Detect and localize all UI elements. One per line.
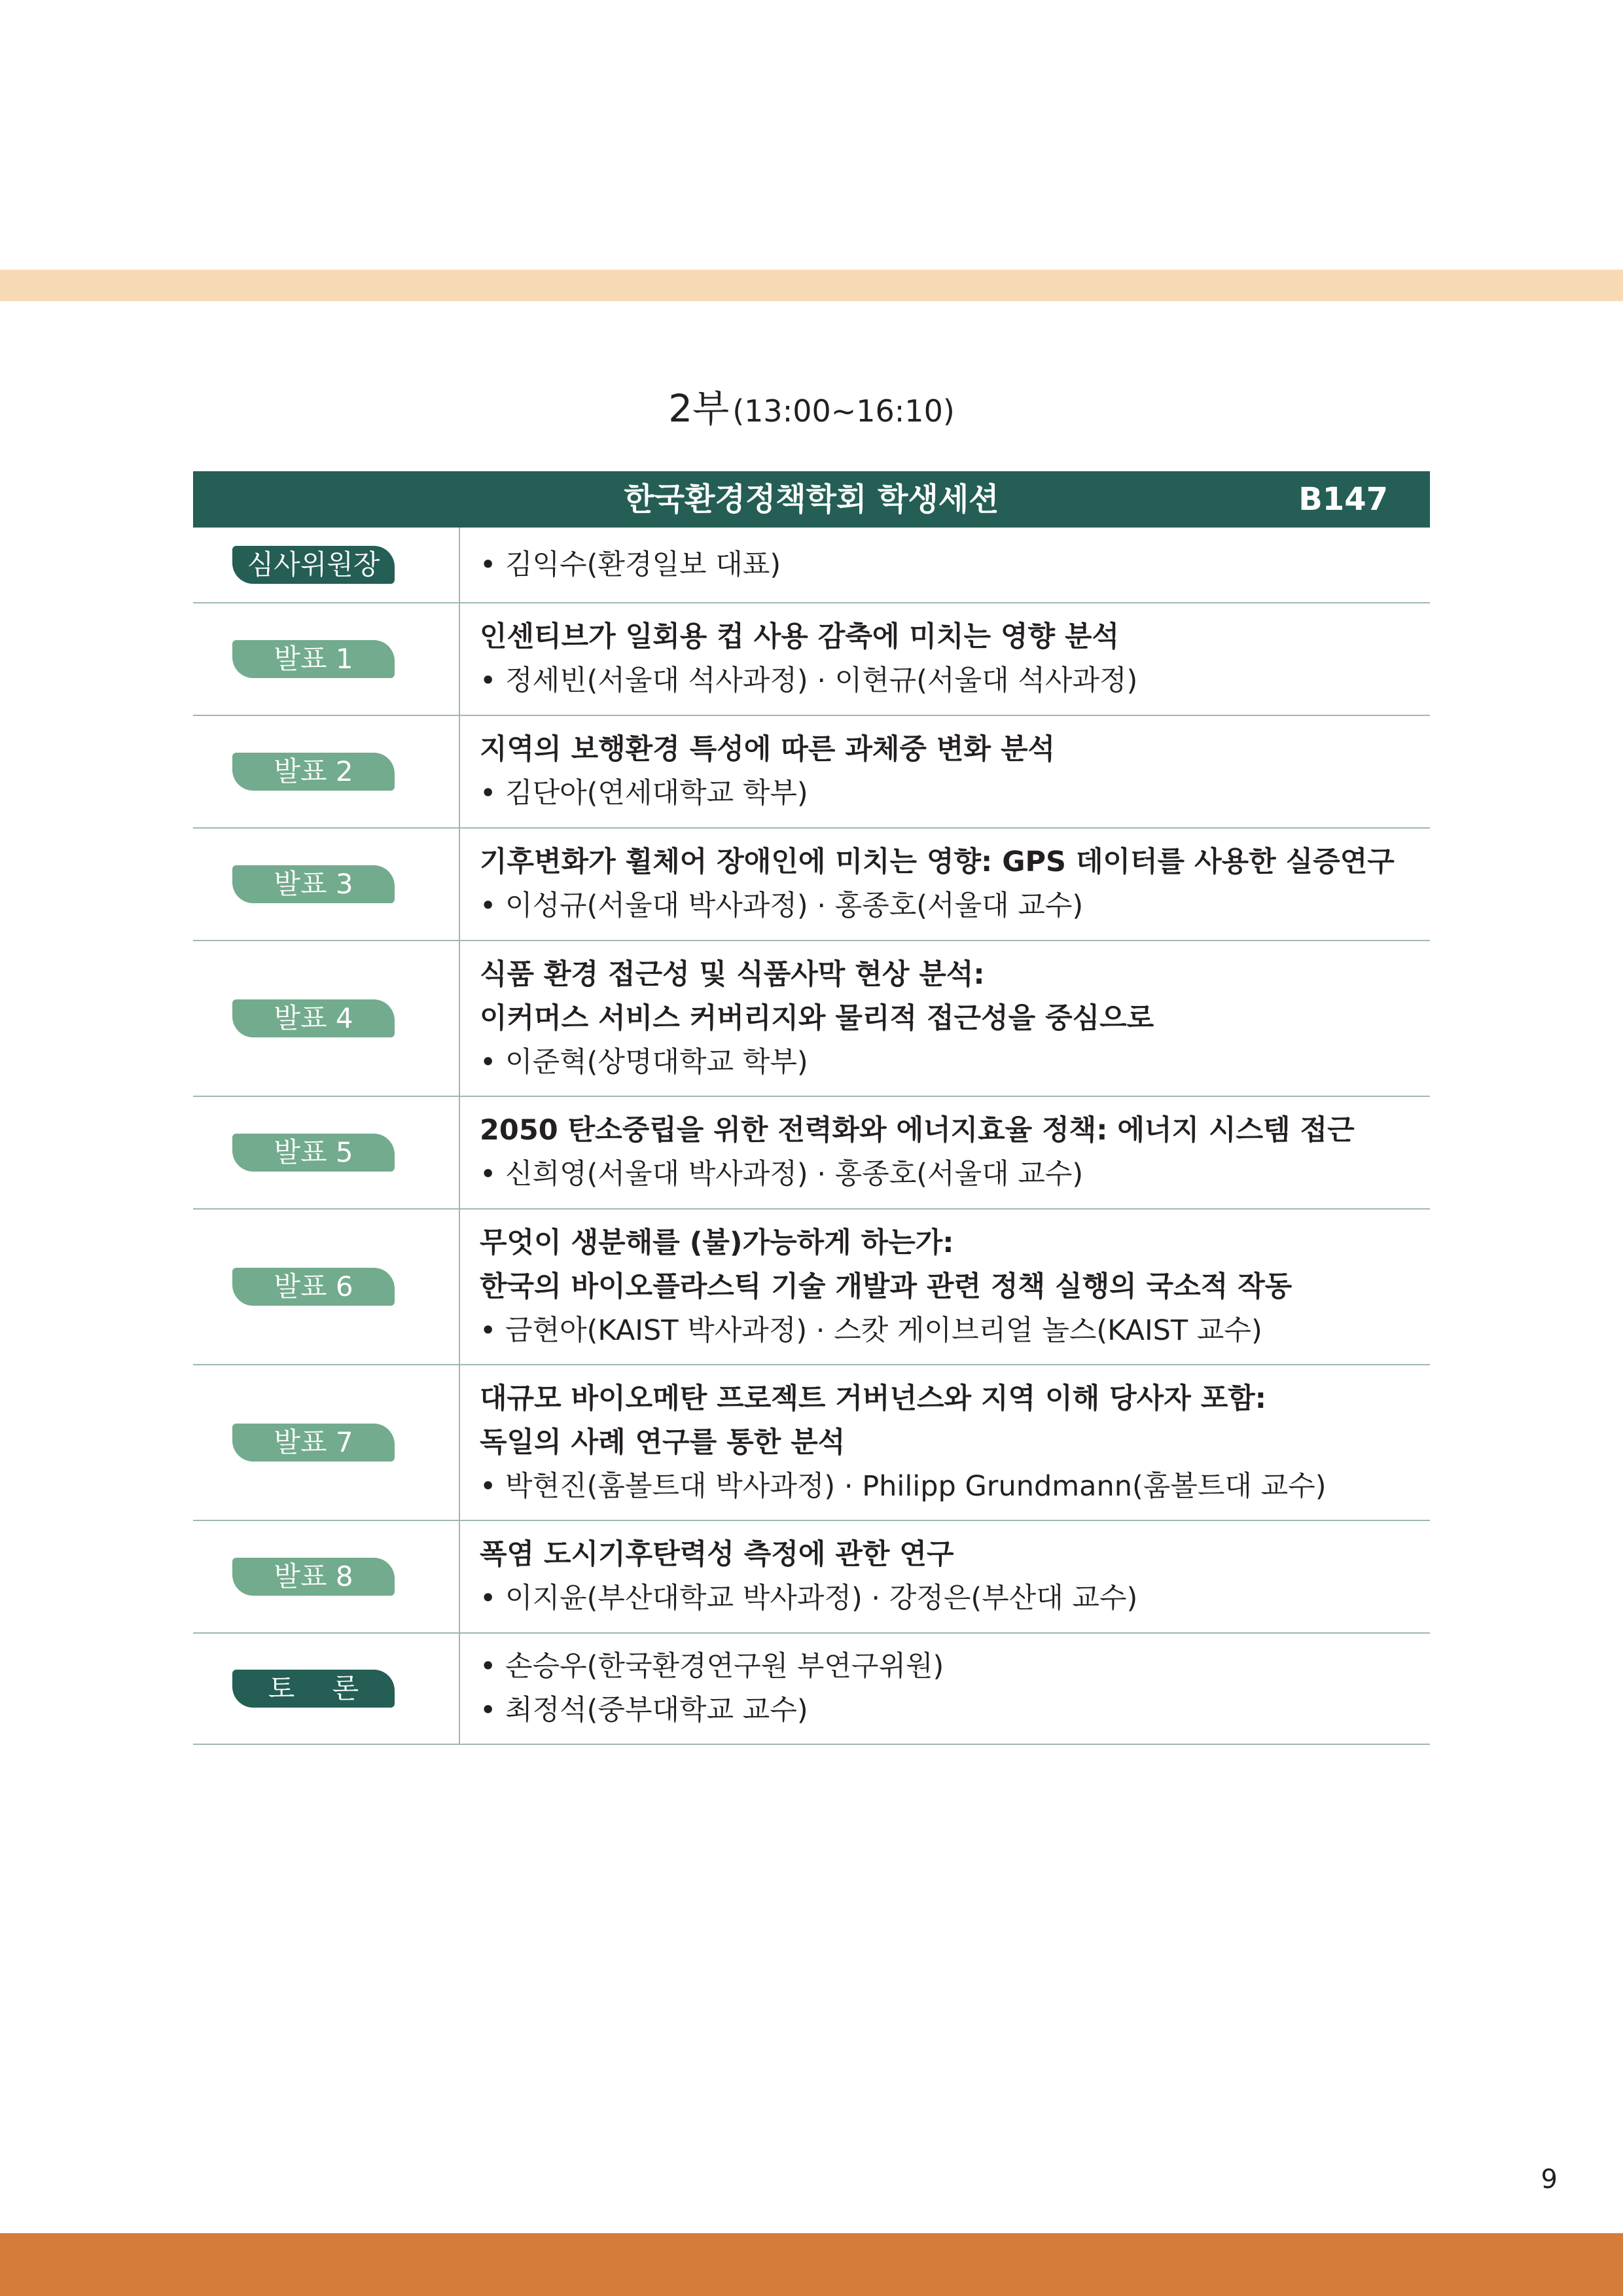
row-content-cell — [460, 603, 1430, 715]
table-row — [193, 1097, 1430, 1210]
presentation-title: 2050 탄소중립을 위한 전력화와 에너지효율 정책: 에너지 시스템 접근 — [480, 1114, 1355, 1147]
top-decorative-band — [0, 270, 1623, 301]
presentation-title: 식품 환경 접근성 및 식품사막 현상 분석: — [480, 958, 985, 991]
row-content-cell — [460, 716, 1430, 827]
presenter-line: • 이준혁(상명대학교 학부) — [480, 1041, 1430, 1085]
presentation-badge: 발표 3 — [232, 865, 395, 903]
presenter-line: • 김단아(연세대학교 학부) — [480, 772, 1430, 816]
presentation-subtitle: 한국의 바이오플라스틱 기술 개발과 관련 정책 실행의 국소적 작동 — [480, 1270, 1293, 1303]
table-row — [193, 1365, 1430, 1521]
bottom-decorative-band — [0, 2233, 1623, 2296]
row-label-cell — [193, 829, 460, 940]
presenter-line: • 신희영(서울대 박사과정) · 홍종호(서울대 교수) — [480, 1153, 1430, 1196]
presentation-title: 지역의 보행환경 특성에 따른 과체중 변화 분석 — [480, 733, 1056, 766]
presenter-line: • 이성규(서울대 박사과정) · 홍종호(서울대 교수) — [480, 884, 1430, 928]
presentation-badge: 발표 6 — [232, 1268, 395, 1306]
presentation-title: 무엇이 생분해를 (불)가능하게 하는가: — [480, 1226, 954, 1259]
discussant-line: • 최정석(중부대학교 교수) — [480, 1689, 1430, 1732]
table-row — [193, 941, 1430, 1097]
table-row-chair — [193, 528, 1430, 603]
session-schedule-table — [193, 471, 1430, 1745]
presentation-title: 기후변화가 휠체어 장애인에 미치는 영향: GPS 데이터를 사용한 실증연구 — [480, 846, 1395, 878]
table-row — [193, 603, 1430, 716]
presenter-line: • 금현아(KAIST 박사과정) · 스캇 게이브리얼 놀스(KAIST 교수) — [480, 1309, 1430, 1353]
presentation-title: 폭염 도시기후탄력성 측정에 관한 연구 — [480, 1538, 954, 1571]
person-line: • 김익수(환경일보 대표) — [480, 543, 1430, 587]
table-row — [193, 829, 1430, 941]
table-row-discussion — [193, 1634, 1430, 1745]
table-row — [193, 716, 1430, 829]
row-label-cell — [193, 603, 460, 715]
row-label-cell — [193, 1634, 460, 1744]
discussant-line: • 손승우(한국환경연구원 부연구위원) — [480, 1645, 1430, 1689]
row-label-cell — [193, 1365, 460, 1520]
presentation-title: 인센티브가 일회용 컵 사용 감축에 미치는 영향 분석 — [480, 620, 1120, 653]
page-number: 9 — [1541, 2164, 1558, 2195]
presentation-badge: 발표 5 — [232, 1134, 395, 1172]
presenter-line: • 박현진(훔볼트대 박사과정) · Philipp Grundmann(훔볼트대 교수) — [480, 1465, 1430, 1509]
table-row — [193, 1521, 1430, 1634]
row-content-cell — [460, 1521, 1430, 1632]
session-header — [193, 471, 1430, 528]
row-label-cell — [193, 941, 460, 1096]
presentation-subtitle: 독일의 사례 연구를 통한 분석 — [480, 1426, 846, 1459]
role-badge: 심사위원장 — [232, 546, 395, 584]
session-room: B147 — [1298, 481, 1388, 518]
part-title-time: (13:00~16:10) — [732, 393, 955, 429]
row-label-cell — [193, 1097, 460, 1208]
row-content-cell — [460, 528, 1430, 602]
presentation-badge: 발표 1 — [232, 640, 395, 678]
part-title-main: 2부 — [668, 386, 730, 431]
row-label-cell — [193, 716, 460, 827]
row-content-cell — [460, 1210, 1430, 1364]
row-content-cell — [460, 1634, 1430, 1744]
row-label-cell — [193, 1521, 460, 1632]
row-label-cell — [193, 1210, 460, 1364]
presentation-badge: 발표 8 — [232, 1558, 395, 1596]
row-content-cell — [460, 941, 1430, 1096]
row-content-cell — [460, 1365, 1430, 1520]
role-badge: 토 론 — [232, 1670, 395, 1708]
presentation-badge: 발표 2 — [232, 753, 395, 791]
presenter-line: • 정세빈(서울대 석사과정) · 이현규(서울대 석사과정) — [480, 659, 1430, 703]
table-row — [193, 1210, 1430, 1365]
presentation-title: 대규모 바이오메탄 프로젝트 거버넌스와 지역 이해 당사자 포함: — [480, 1382, 1266, 1415]
row-content-cell — [460, 1097, 1430, 1208]
session-title: 한국환경정책학회 학생세션 — [624, 481, 999, 518]
row-content-cell — [460, 829, 1430, 940]
part-title — [0, 385, 1623, 442]
row-label-cell — [193, 528, 460, 602]
presentation-badge: 발표 4 — [232, 999, 395, 1037]
presentation-badge: 발표 7 — [232, 1424, 395, 1462]
presenter-line: • 이지윤(부산대학교 박사과정) · 강정은(부산대 교수) — [480, 1577, 1430, 1621]
presentation-subtitle: 이커머스 서비스 커버리지와 물리적 접근성을 중심으로 — [480, 1001, 1154, 1035]
